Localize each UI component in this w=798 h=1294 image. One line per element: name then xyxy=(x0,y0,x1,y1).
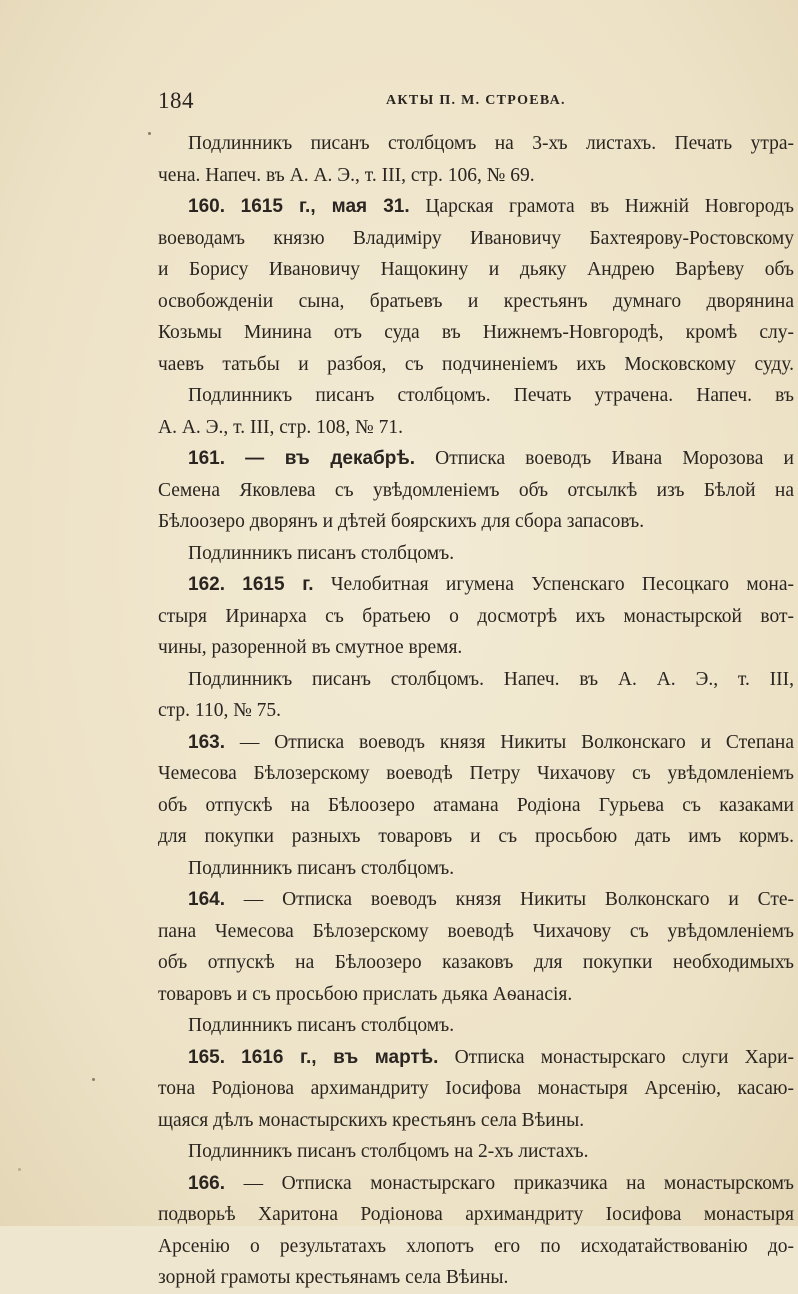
text-line: пана Чемесова Бѣлозерскому воеводѣ Чихачову съ увѣдомленіемъ xyxy=(158,920,794,942)
text-line: Подлинникъ писанъ столбцомъ на 3-хъ листахъ. Печать утра- xyxy=(188,133,794,154)
text-line: товаровъ и съ просьбою прислать дьяка Аѳанасія. xyxy=(158,983,573,1005)
text-line: Подлинникъ писанъ столбцомъ на 2-хъ листахъ. xyxy=(188,1141,589,1162)
page-number: 184 xyxy=(158,88,194,113)
entry-heading-line: 160. 1615 г., мая 31. Царская грамота въ Нижній Новгородъ xyxy=(188,196,795,217)
paper-speck xyxy=(18,1168,21,1171)
entry-heading-line: 166. — Отписка монастырскаго приказчика на монастырскомъ xyxy=(188,1172,795,1194)
text-line: щаяся дѣлъ монастырскихъ крестьянъ села Вѣины. xyxy=(158,1109,585,1131)
entry-number: 162. xyxy=(188,574,225,595)
text-line: А. А. Э., т. III, стр. 108, № 71. xyxy=(158,416,403,438)
entry-number: 164. xyxy=(188,889,225,910)
text-line: воеводамъ князю Владиміру Ивановичу Бахтеярову-Ростовскому xyxy=(158,227,794,249)
entry-date: — въ декабрѣ. xyxy=(245,448,415,469)
text-line: стыря Иринарха съ братьею о досмотрѣ ихъ монастырской вот- xyxy=(158,605,794,627)
text-line: объ отпускѣ на Бѣлоозеро казаковъ для покупки необходимыхъ xyxy=(158,952,794,973)
text-line: тона Родіонова архимандриту Іосифова монастыря Арсенію, касаю- xyxy=(158,1078,794,1099)
text-line: освобожденіи сына, братьевъ и крестьянъ думнаго дворянина xyxy=(158,290,794,312)
text-line: чаевъ татьбы и разбоя, съ подчиненіемъ ихъ Московскому суду. xyxy=(158,353,794,375)
text-line: чена. Напеч. въ А. А. Э., т. III, стр. 106, № 69. xyxy=(158,164,535,186)
text-line: объ отпускѣ на Бѣлоозеро атамана Родіона Гурьева съ казаками xyxy=(158,794,794,816)
paper-speck xyxy=(92,1078,95,1081)
entry-number: 161. xyxy=(188,448,225,469)
entry-date: 1616 г., въ мартѣ. xyxy=(241,1046,439,1068)
entry-number: 165. xyxy=(188,1046,225,1068)
text-line: подворьѣ Харитона Родіонова архимандриту Іосифова монастыря xyxy=(158,1204,794,1225)
text-line: Арсенію о результатахъ хлопотъ его по исходатайствованію до- xyxy=(158,1235,794,1257)
text-line: Козьмы Минина отъ суда въ Нижнемъ-Новгородѣ, кромѣ слу- xyxy=(158,322,794,343)
text-line: Подлинникъ писанъ столбцомъ. xyxy=(188,857,455,879)
text-line: Бѣлоозеро дворянъ и дѣтей боярскихъ для сбора запасовъ. xyxy=(158,511,645,532)
text-line: для покупки разныхъ товаровъ и съ просьбою дать имъ кормъ. xyxy=(158,826,794,847)
text-line: Подлинникъ писанъ столбцомъ. xyxy=(188,1015,455,1036)
entry-heading-line: 162. 1615 г. Челобитная игумена Успенскаго Песоцкаго мона- xyxy=(188,574,795,595)
paper-speck xyxy=(148,132,151,135)
text-line: зорной грамоты крестьянамъ села Вѣины. xyxy=(158,1267,509,1288)
entry-date: 1615 г. xyxy=(242,574,314,595)
text-line: чины, разоренной въ смутное время. xyxy=(158,637,463,658)
text-line: Семена Яковлева съ увѣдомленіемъ объ отсылкѣ изъ Бѣлой на xyxy=(158,479,794,501)
entry-number: 160. xyxy=(188,196,225,217)
text-line: и Борису Ивановичу Нащокину и дьяку Андрею Варѣеву объ xyxy=(158,259,794,280)
running-head: АКТЫ П. М. СТРОЕВА. xyxy=(386,93,566,108)
entry-date: 1615 г., мая 31. xyxy=(240,196,410,217)
text-line: Подлинникъ писанъ столбцомъ. xyxy=(188,542,455,564)
entry-heading-line: 165. 1616 г., въ мартѣ. Отписка монастырскаго слуги Хари- xyxy=(188,1046,794,1068)
entry-heading-line: 161. — въ декабрѣ. Отписка воеводъ Ивана Морозова и xyxy=(188,448,794,469)
text-line: Чемесова Бѣлозерскому воеводѣ Петру Чихачову съ увѣдомленіемъ xyxy=(158,763,794,784)
entry-number: 166. xyxy=(188,1172,225,1194)
page-body xyxy=(158,128,794,1294)
page-header xyxy=(158,88,794,118)
text-line: Подлинникъ писанъ столбцомъ. Печать утрачена. Напеч. въ xyxy=(188,385,794,406)
entry-number: 163. xyxy=(188,731,225,753)
entry-heading-line: 163. — Отписка воеводъ князя Никиты Волконскаго и Степана xyxy=(188,731,795,753)
text-line: стр. 110, № 75. xyxy=(158,700,282,721)
text-line: Подлинникъ писанъ столбцомъ. Напеч. въ А. А. Э., т. III, xyxy=(188,668,794,690)
entry-heading-line: 164. — Отписка воеводъ князя Никиты Волконскаго и Сте- xyxy=(188,889,794,910)
